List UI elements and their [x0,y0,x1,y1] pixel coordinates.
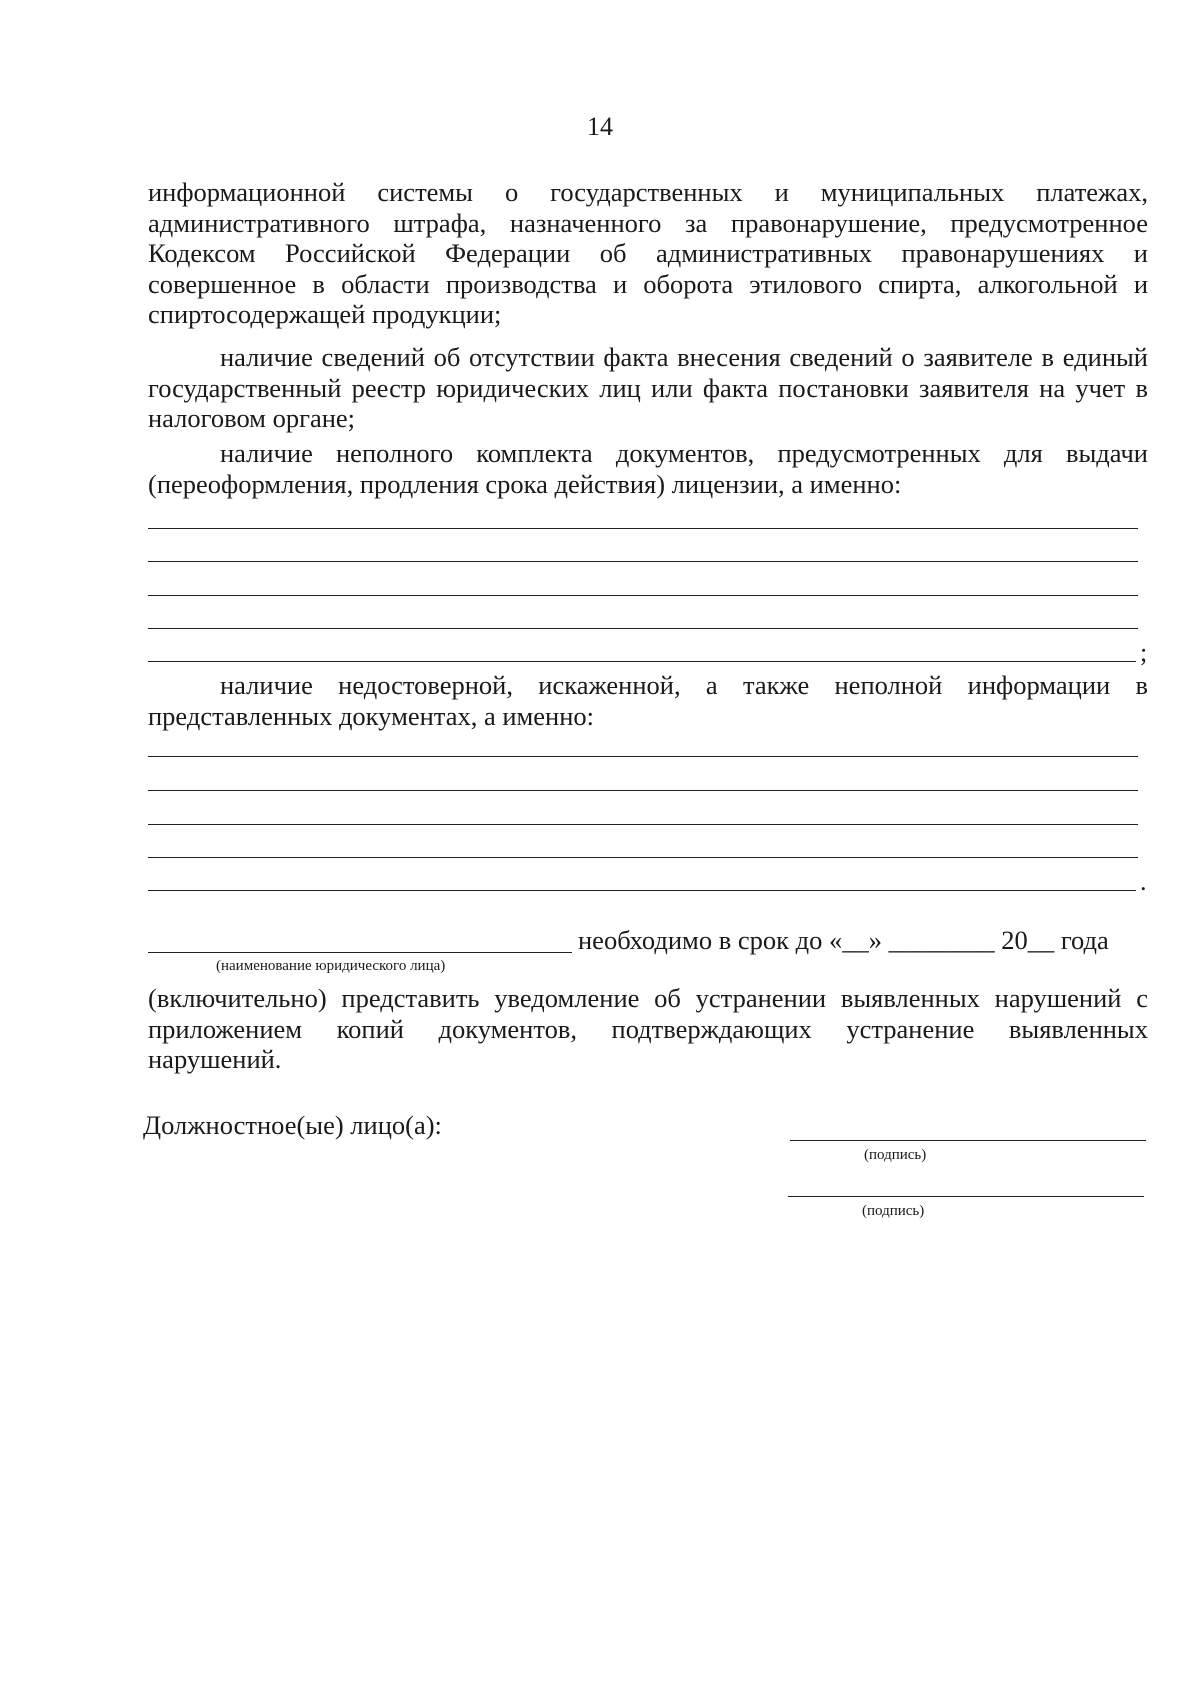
paragraph-incomplete-docs: наличие неполного комплекта документов, предусмотренных для выдачи (переоформления, продления срока действия) лицензии, а именно: [148,438,1148,499]
fill-line[interactable] [148,824,1138,825]
legal-entity-name-line[interactable] [148,952,572,953]
fill-line[interactable] [148,661,1136,662]
fill-line[interactable] [148,595,1138,596]
fill-line[interactable] [148,628,1138,629]
fill-line[interactable] [148,756,1138,757]
fill-line[interactable] [148,561,1138,562]
signature-line[interactable] [788,1196,1144,1197]
signature-caption: (подпись) [864,1147,927,1163]
paragraph-inaccurate-info: наличие недостоверной, искаженной, а также неполной информации в представленных документах, а именно: [148,670,1148,731]
officials-label: Должностное(ые) лицо(а): [143,1110,442,1140]
fill-line[interactable] [148,857,1138,858]
paragraph-payment-info: информационной системы о государственных и муниципальных платежах, административного штрафа, назначенного за правонарушение, предусмотренное Кодексом Российской Федерации об административных правонарушениях и совершенное в области производства и оборота этилового спирта, алкогольной и спиртосодержащей продукции; [148,177,1148,329]
signature-caption: (подпись) [862,1203,925,1219]
paragraph-notification: (включительно) представить уведомление об устранении выявленных нарушений с приложением копий документов, подтверждающих устранение выявленных нарушений. [148,983,1148,1074]
signature-line[interactable] [790,1140,1146,1141]
fill-line[interactable] [148,528,1138,529]
deadline-text: необходимо в срок до «__» ________ 20__ года [578,925,1109,955]
legal-entity-caption: (наименование юридического лица) [216,958,446,974]
fill-block-end-mark: ; [1140,638,1148,667]
fill-block-end-mark: . [1140,867,1147,896]
fill-line[interactable] [148,890,1136,891]
page-number: 14 [587,112,613,141]
paragraph-registry-info: наличие сведений об отсутствии факта внесения сведений о заявителе в единый государственный реестр юридических лиц или факта постановки заявителя на учет в налоговом органе; [148,342,1148,433]
fill-line[interactable] [148,790,1138,791]
